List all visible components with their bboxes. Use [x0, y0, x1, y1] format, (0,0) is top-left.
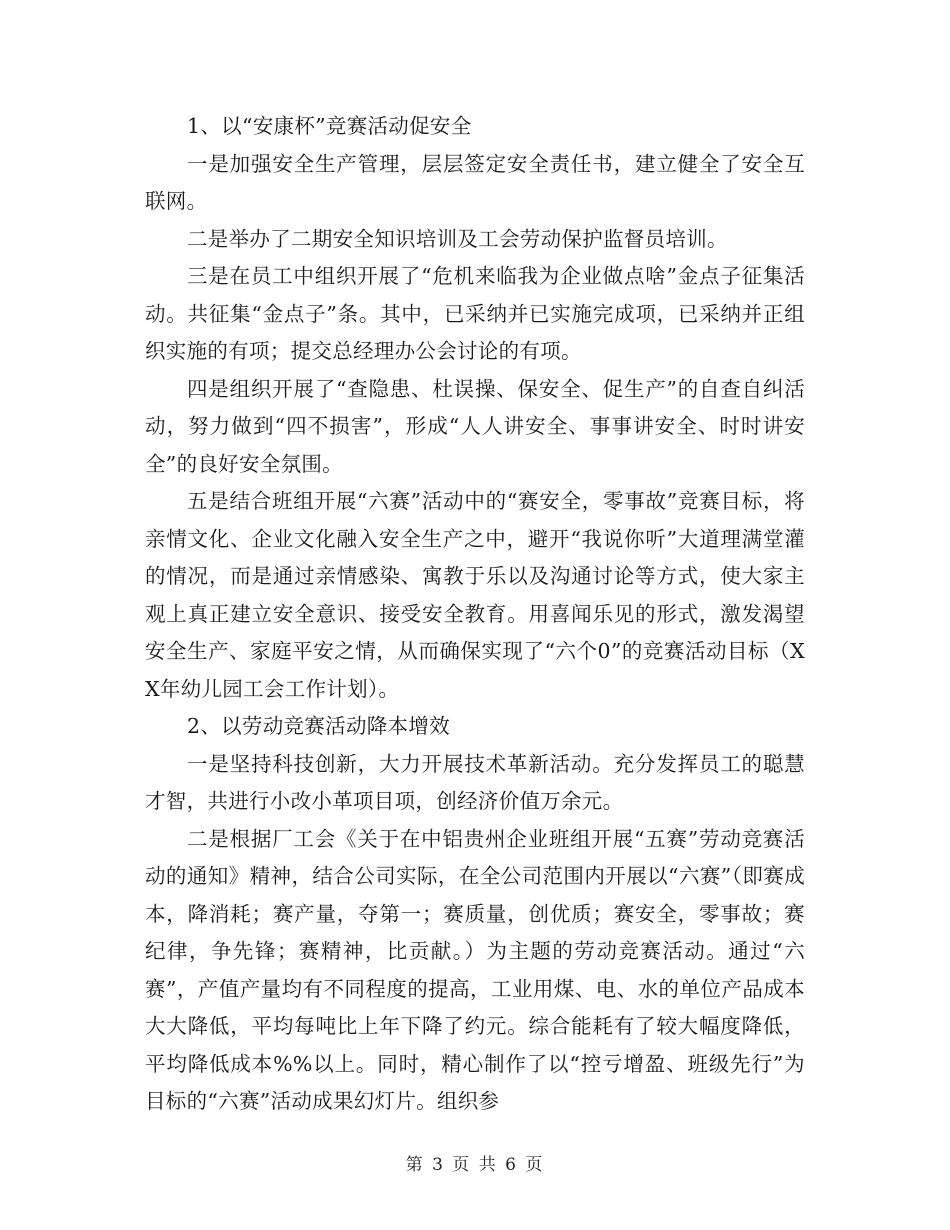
document-body — [145, 108, 805, 1121]
paragraph: 三是在员工中组织开展了“危机来临我为企业做点啥”金点子征集活动。共征集“金点子”条。其中，已采纳并已实施完成项，已采纳并正组织实施的有项；提交总经理办公会讨论的有项。 — [145, 264, 805, 363]
section-heading-1: 1、以“安康杯”竞赛活动促安全 — [187, 114, 472, 138]
section-heading-2: 2、以劳动竞赛活动降本增效 — [187, 714, 450, 738]
paragraph: 四是组织开展了“查隐患、杜误操、保安全、促生产”的自查自纠活动，努力做到“四不损害”，形成“人人讲安全、事事讲安全、时时讲安全”的良好安全氛围。 — [145, 376, 805, 476]
paragraph: 二是举办了二期安全知识培训及工会劳动保护监督员培训。 — [187, 226, 728, 251]
paragraph: 五是结合班组开展“六赛”活动中的“赛安全，零事故”竞赛目标，将亲情文化、企业文化融入安全生产之中，避开“我说你听”大道理满堂灌的情况，而是通过亲情感染、寓教于乐以及沟通讨论等方式，使大家主观上真正建立安全意识、接受安全教育。用喜闻乐见的形式，激发渴望安全生产、家庭平安之情，从而确保实现了“六个0”的竞赛活动目标（XX年幼儿园工会工作计划）。 — [145, 489, 805, 701]
page-number-footer: 第 3 页 共 6 页 — [405, 1155, 545, 1175]
paragraph: 一是坚持科技创新，大力开展技术革新活动。充分发挥员工的聪慧才智，共进行小改小革项目项，创经济价值万余元。 — [145, 751, 805, 813]
paragraph: 二是根据厂工会《关于在中铝贵州企业班组开展“五赛”劳动竞赛活动的通知》精神，结合公司实际，在全公司范围内开展以“六赛”（即赛成本，降消耗；赛产量，夺第一；赛质量，创优质；赛安全，零事故；赛纪律，争先锋；赛精神，比贡献。）为主题的劳动竞赛活动。通过“六赛”，产值产量均有不同程度的提高，工业用煤、电、水的单位产品成本大大降低，平均每吨比上年下降了约元。综合能耗有了较大幅度降低，平均降低成本%%以上。同时，精心制作了以“控亏增盈、班级先行”为目标的“六赛”活动成果幻灯片。组织参 — [145, 826, 805, 1113]
paragraph: 一是加强安全生产管理，层层签定安全责任书，建立健全了安全互联网。 — [145, 151, 805, 213]
